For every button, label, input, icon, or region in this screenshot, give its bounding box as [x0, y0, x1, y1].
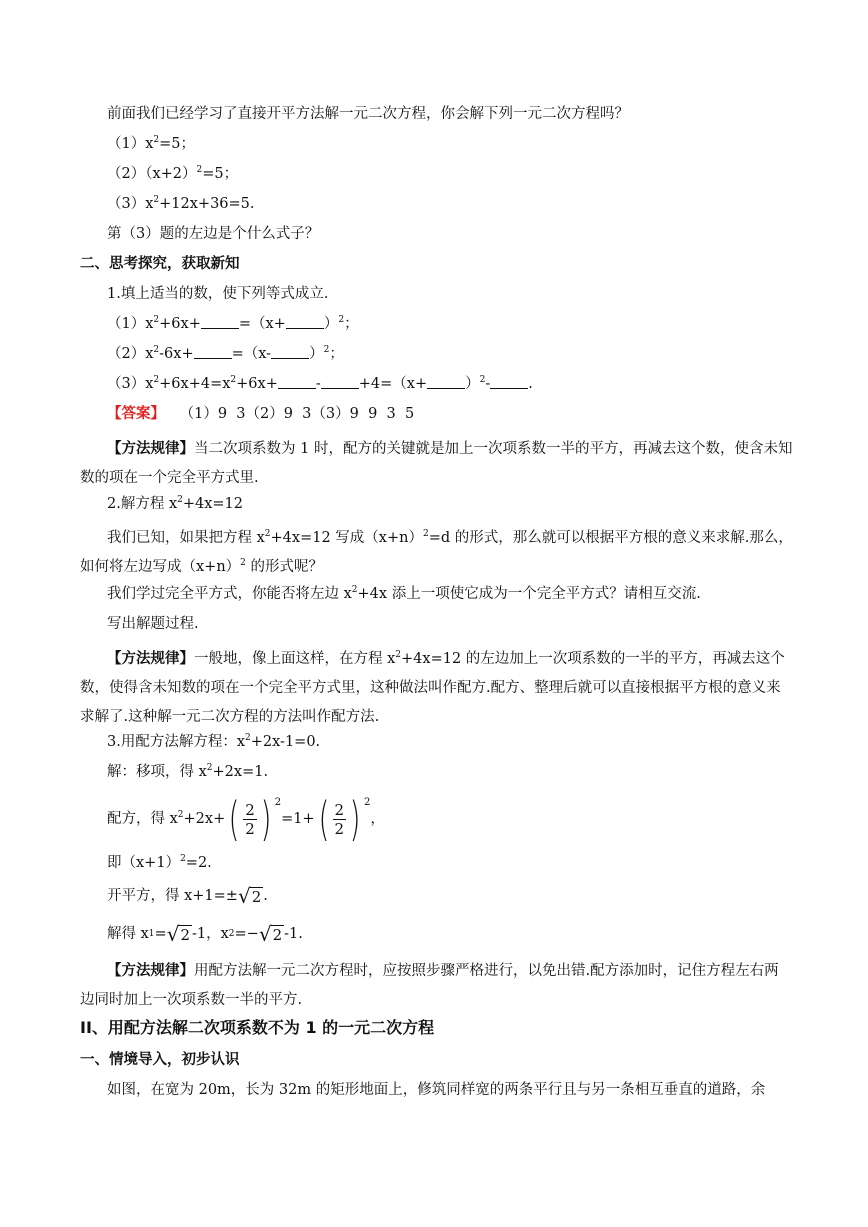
method-rule-3: 【方法规律】用配方法解一元二次方程时，应按照步骤严格进行，以免出错.配方添加时，记住方程左右两边同时加上一次项系数一半的平方. — [80, 962, 779, 1008]
solution-step-5: 解得 x 1 = √ 2 -1，x 2 =− √ 2 -1. — [107, 922, 303, 946]
problem-3-title: 3.用配方法解方程：$x^2+2x-1=0$. — [107, 733, 321, 750]
answer-line — [107, 404, 414, 424]
problem-2-text-1: 我们已知，如果把方程 $x^2+4x=12$ 写成$(x+n)^2=d$ 的形式，那么就可以根据平方根的意义来求解.那么，如何将左边写成$(x+n)^2$ 的形式呢？ — [80, 529, 793, 575]
method-rule-1: 【方法规律】当二次项系数为 1 时，配方的关键就是加上一次项系数一半的平方，再减去这个数，使含未知数的项在一个完全平方式里. — [80, 440, 793, 486]
solution-step-3: 即$(x+1)^2=2$. — [107, 854, 212, 871]
problem-2-text-2: 我们学过完全平方式，你能否将左边 $x^2+4x$ 添上一项使它成为一个完全平方式？请相互交流. — [107, 585, 701, 602]
part-2-subheading: 一、情境导入，初步认识 — [80, 1052, 240, 1068]
intro-equation-2: $(2)(x+2)^2=5$； — [107, 165, 239, 182]
intro-equation-3: $(3)x^2+12x+36=5$. — [107, 195, 255, 212]
part-2-heading: II、用配方法解二次项系数不为 1 的一元二次方程 — [80, 1018, 435, 1037]
method-rule-2: 【方法规律】一般地，像上面这样，在方程 $x^2+4x=12$ 的左边加上一次项系数的一半的平方，再减去这个数，使得含未知数的项在一个完全平方式里，这种做法叫作配方.配方、整理后就可以直接根据平方根的意义来求解了.这种解一元二次方程的方法叫作配方法. — [80, 650, 785, 725]
solution-step-2: 配方，得 $x^2+2x+$ ( $\frac{2}{2}$ ) 2 =1+ ( $\frac{2}{2}$ ) 2 ， — [107, 792, 385, 846]
solution-step-1: 解：移项，得 $x^2+2x=1$. — [107, 763, 269, 780]
problem-1-title: 1.填上适当的数，使下列等式成立. — [107, 286, 329, 302]
part-2-text: 如图，在宽为 20m，长为 32m 的矩形地面上，修筑同样宽的两条平行且与另一条相互垂直的道路，余 — [107, 1082, 766, 1098]
sqrt-2: √ 2 — [237, 884, 262, 908]
problem-2-title: 2.解方程 $x^2+4x=12$ — [107, 495, 244, 512]
problem-1-eq-1: $(1)x^2+6x+ =(x+ )^2$； — [107, 315, 359, 332]
intro-equation-1: $(1)x^2=5$； — [107, 135, 196, 152]
problem-2-text-3: 写出解题过程. — [107, 616, 199, 632]
sqrt-2-b: √ 2 — [258, 922, 283, 946]
answer-tag: 【答案】 — [107, 405, 165, 422]
intro-lead: 前面我们已经学习了直接开平方法解一元二次方程，你会解下列一元二次方程吗？ — [107, 106, 629, 122]
problem-1-eq-3: $(3)x^2+6x+4=x^2+6x+ - +4=(x+ )^2-$ . — [107, 375, 533, 392]
section-heading: 二、思考探究，获取新知 — [80, 256, 240, 272]
fraction-term-1: ( $\frac{2}{2}$ ) 2 — [228, 792, 282, 846]
answer-text: （1）9 3（2）9 3（3）9 9 3 5 — [179, 406, 415, 422]
problem-1-eq-2: $(2)x^2-6x+ =(x-$ ）$^2$； — [107, 345, 344, 362]
intro-question: 第（3）题的左边是个什么式子？ — [107, 226, 320, 242]
sqrt-2-a: √ 2 — [166, 922, 190, 946]
solution-step-4: 开平方，得 x+1=± √ 2 . — [107, 884, 268, 908]
fraction-term-2: ( $\frac{2}{2}$ ) 2 — [318, 792, 371, 846]
